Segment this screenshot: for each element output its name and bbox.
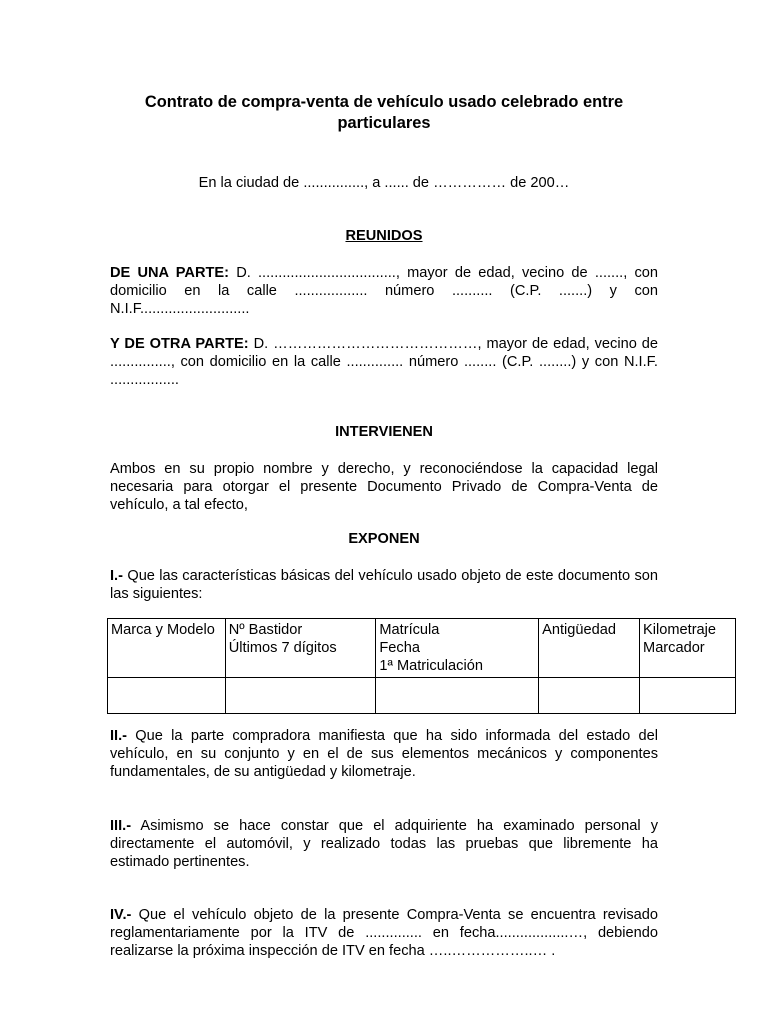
clause-1-text: Que las características básicas del vehículo usado objeto de este documento son las siguientes:	[110, 568, 658, 602]
cell-chassis	[225, 678, 376, 714]
cell-registration	[376, 678, 539, 714]
vehicle-table-empty-row	[108, 678, 736, 714]
party1-label: DE UNA PARTE:	[110, 265, 229, 281]
clause-1-paragraph	[110, 567, 658, 603]
party2-text: D. ……………………………………, mayor de edad, vecino de ..............., con domicilio en la calle .............. número ........ (C.P. ........) y con N.I.F. .................	[110, 336, 659, 388]
clause-4-text: Que el vehículo objeto de la presente Compra-Venta se encuentra revisado reglamentariamente por la ITV de .............. en fecha..................…, debiendo realizarse la próxima inspección de ITV en fecha …..……………..… .	[110, 907, 658, 959]
clause-1-label: I.-	[110, 568, 123, 584]
header-chassis-line-2: Últimos 7 dígitos	[228, 640, 337, 656]
intervienen-heading: INTERVIENEN	[335, 424, 433, 440]
header-age-line-1: Antigüedad	[542, 622, 616, 638]
header-registration	[376, 619, 539, 678]
clause-3-paragraph	[110, 817, 658, 871]
header-registration-line-3: 1ª Matriculación	[379, 658, 483, 674]
header-mileage-line-2: Marcador	[643, 640, 705, 656]
intervienen-paragraph: Ambos en su propio nombre y derecho, y reconociéndose la capacidad legal necesaria para otorgar el presente Documento Privado de Compra-Venta de vehículo, a tal efecto,	[110, 461, 658, 513]
cell-mileage	[640, 678, 736, 714]
header-brand-model-line-1: Marca y Modelo	[111, 622, 215, 638]
clause-3-text: Asimismo se hace constar que el adquiriente ha examinado personal y directamente el automóvil, y realizado todas las pruebas que libremente ha estimado pertinentes.	[110, 818, 658, 870]
clause-2-label: II.-	[110, 728, 128, 744]
vehicle-table	[107, 618, 736, 714]
party1-text: D. .................................., mayor de edad, vecino de ......., con domicilio en la calle .................. número .......... (C.P. .......) y con N.I.F...........................	[110, 265, 658, 317]
header-registration-line-1: Matrícula	[379, 622, 440, 638]
header-registration-line-2: Fecha	[379, 640, 420, 656]
clause-2-paragraph	[110, 727, 658, 781]
cell-brand-model	[108, 678, 226, 714]
vehicle-table-header-row	[108, 619, 736, 678]
clause-4-label: IV.-	[110, 907, 132, 923]
party2-label: Y DE OTRA PARTE:	[110, 336, 249, 352]
party1-paragraph	[110, 264, 658, 318]
header-age	[539, 619, 640, 678]
header-brand-model	[108, 619, 226, 678]
header-chassis-line-1: Nº Bastidor	[228, 622, 303, 638]
cell-age	[539, 678, 640, 714]
reunidos-heading	[110, 228, 658, 244]
header-mileage	[640, 619, 736, 678]
document-title: Contrato de compra-venta de vehículo usado celebrado entre particulares	[144, 93, 624, 132]
header-mileage-line-1: Kilometraje	[643, 622, 717, 638]
reunidos-heading-text: REUNIDOS	[345, 228, 423, 244]
party2-paragraph	[110, 335, 658, 389]
exponen-heading: EXPONEN	[348, 531, 420, 547]
clause-4-paragraph	[110, 906, 658, 960]
header-chassis	[225, 619, 376, 678]
clause-2-text: Que la parte compradora manifiesta que ha sido informada del estado del vehículo, en su conjunto y en el de sus elementos mecánicos y componentes fundamentales, de su antigüedad y kilometraje.	[110, 728, 658, 780]
clause-3-label: III.-	[110, 818, 132, 834]
date-line: En la ciudad de ..............., a ...... de …………… de 200…	[198, 175, 570, 191]
